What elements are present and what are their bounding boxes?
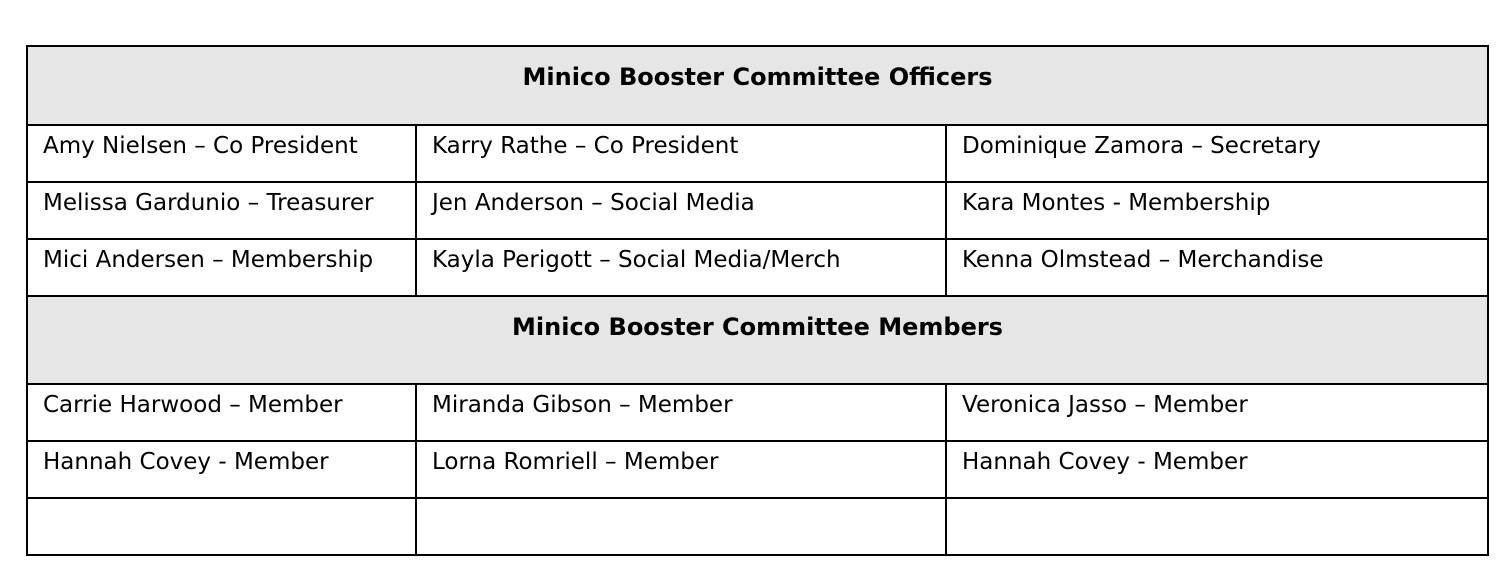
members-title: Minico Booster Committee Members: [27, 296, 1488, 384]
member-cell-empty: [27, 498, 416, 555]
table-row: [27, 384, 1488, 441]
table-row: [27, 239, 1488, 296]
member-cell: Lorna Romriell – Member: [416, 441, 946, 498]
member-cell: Hannah Covey - Member: [946, 441, 1488, 498]
members-header-row: [27, 296, 1488, 384]
table-row: [27, 182, 1488, 239]
officers-title: Minico Booster Committee Officers: [27, 46, 1488, 125]
officer-cell: Kenna Olmstead – Merchandise: [946, 239, 1488, 296]
officer-cell: Jen Anderson – Social Media: [416, 182, 946, 239]
table-row: [27, 125, 1488, 182]
member-cell-empty: [416, 498, 946, 555]
member-cell-empty: [946, 498, 1488, 555]
committee-table: [26, 45, 1489, 556]
officer-cell: Kayla Perigott – Social Media/Merch: [416, 239, 946, 296]
table-row: [27, 441, 1488, 498]
officer-cell: Kara Montes - Membership: [946, 182, 1488, 239]
member-cell: Hannah Covey - Member: [27, 441, 416, 498]
officers-header-row: [27, 46, 1488, 125]
officer-cell: Dominique Zamora – Secretary: [946, 125, 1488, 182]
officer-cell: Amy Nielsen – Co President: [27, 125, 416, 182]
member-cell: Veronica Jasso – Member: [946, 384, 1488, 441]
member-cell: Miranda Gibson – Member: [416, 384, 946, 441]
member-cell: Carrie Harwood – Member: [27, 384, 416, 441]
officer-cell: Mici Andersen – Membership: [27, 239, 416, 296]
officer-cell: Karry Rathe – Co President: [416, 125, 946, 182]
officer-cell: Melissa Gardunio – Treasurer: [27, 182, 416, 239]
table-row: [27, 498, 1488, 555]
